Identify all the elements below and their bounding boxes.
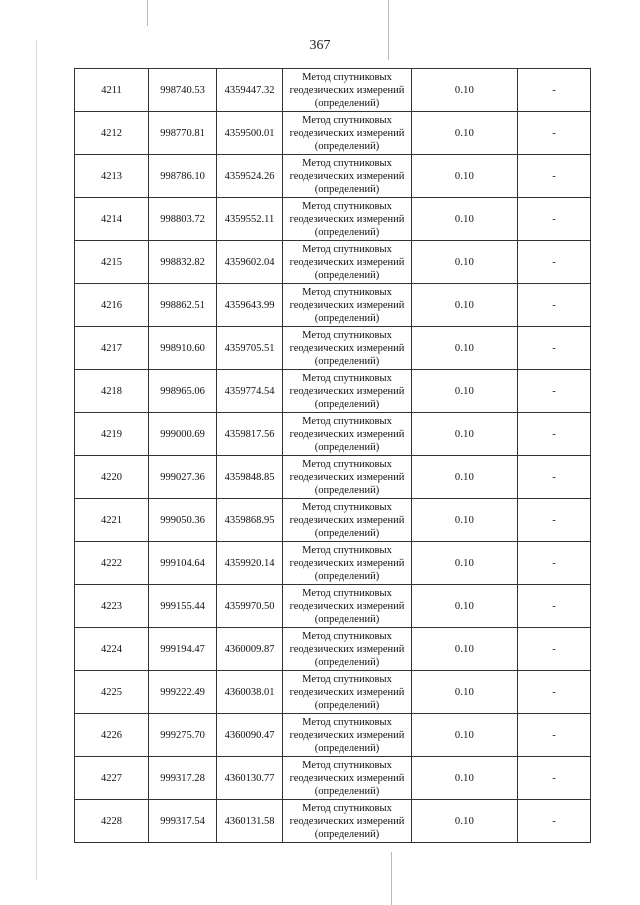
method-text-line: Метод спутниковых: [302, 759, 392, 771]
x-coordinate-cell: 998965.06: [149, 370, 217, 413]
y-coordinate-cell: 4359774.54: [217, 370, 283, 413]
x-coordinate-cell: 998786.10: [149, 155, 217, 198]
method-text-line: (определений): [314, 828, 380, 840]
point-number-cell: 4214: [75, 198, 149, 241]
note-cell: -: [518, 155, 591, 198]
method-text-line: геодезических измерений: [289, 772, 405, 784]
method-text-line: Метод спутниковых: [302, 544, 392, 556]
y-coordinate-cell: 4359920.14: [217, 542, 283, 585]
point-number-cell: 4212: [75, 112, 149, 155]
accuracy-cell: 0.10: [412, 69, 518, 112]
note-cell: -: [518, 413, 591, 456]
x-coordinate-cell: 998803.72: [149, 198, 217, 241]
method-text-line: Метод спутниковых: [302, 716, 392, 728]
method-text-line: (определений): [314, 742, 380, 754]
accuracy-cell: 0.10: [412, 241, 518, 284]
point-number-cell: 4224: [75, 628, 149, 671]
method-text-line: геодезических измерений: [289, 729, 405, 741]
note-cell: -: [518, 757, 591, 800]
point-number-cell: 4218: [75, 370, 149, 413]
table-row: [75, 155, 591, 198]
method-text-line: геодезических измерений: [289, 557, 405, 569]
scan-artifact-left-margin: [36, 40, 37, 880]
table-row: [75, 198, 591, 241]
x-coordinate-cell: 998832.82: [149, 241, 217, 284]
method-cell: [283, 370, 412, 413]
accuracy-cell: 0.10: [412, 198, 518, 241]
method-text-line: Метод спутниковых: [302, 157, 392, 169]
method-cell: [283, 800, 412, 843]
method-cell: [283, 542, 412, 585]
point-number-cell: 4223: [75, 585, 149, 628]
y-coordinate-cell: 4359643.99: [217, 284, 283, 327]
method-text-line: геодезических измерений: [289, 256, 405, 268]
table-row: [75, 327, 591, 370]
method-cell: [283, 456, 412, 499]
accuracy-cell: 0.10: [412, 757, 518, 800]
y-coordinate-cell: 4359447.32: [217, 69, 283, 112]
method-text-line: Метод спутниковых: [302, 372, 392, 384]
y-coordinate-cell: 4359970.50: [217, 585, 283, 628]
table-row: [75, 671, 591, 714]
method-cell: [283, 198, 412, 241]
method-text-line: (определений): [314, 699, 380, 711]
accuracy-cell: 0.10: [412, 628, 518, 671]
point-number-cell: 4217: [75, 327, 149, 370]
accuracy-cell: 0.10: [412, 585, 518, 628]
accuracy-cell: 0.10: [412, 800, 518, 843]
note-cell: -: [518, 69, 591, 112]
y-coordinate-cell: 4359500.01: [217, 112, 283, 155]
y-coordinate-cell: 4359868.95: [217, 499, 283, 542]
note-cell: -: [518, 671, 591, 714]
method-text-line: (определений): [314, 785, 380, 797]
note-cell: -: [518, 370, 591, 413]
point-number-cell: 4222: [75, 542, 149, 585]
x-coordinate-cell: 999317.54: [149, 800, 217, 843]
method-cell: [283, 155, 412, 198]
method-text-line: геодезических измерений: [289, 428, 405, 440]
accuracy-cell: 0.10: [412, 499, 518, 542]
table-row: [75, 757, 591, 800]
note-cell: -: [518, 241, 591, 284]
x-coordinate-cell: 999027.36: [149, 456, 217, 499]
point-number-cell: 4226: [75, 714, 149, 757]
x-coordinate-cell: 999222.49: [149, 671, 217, 714]
note-cell: -: [518, 585, 591, 628]
method-text-line: (определений): [314, 183, 380, 195]
x-coordinate-cell: 999050.36: [149, 499, 217, 542]
table-row: [75, 69, 591, 112]
method-cell: [283, 327, 412, 370]
y-coordinate-cell: 4359552.11: [217, 198, 283, 241]
method-text-line: (определений): [314, 398, 380, 410]
method-cell: [283, 499, 412, 542]
y-coordinate-cell: 4359848.85: [217, 456, 283, 499]
method-cell: [283, 413, 412, 456]
y-coordinate-cell: 4360038.01: [217, 671, 283, 714]
coordinates-table: [74, 68, 591, 843]
note-cell: -: [518, 800, 591, 843]
method-text-line: Метод спутниковых: [302, 71, 392, 83]
method-text-line: (определений): [314, 527, 380, 539]
point-number-cell: 4225: [75, 671, 149, 714]
accuracy-cell: 0.10: [412, 370, 518, 413]
table-row: [75, 456, 591, 499]
x-coordinate-cell: 998740.53: [149, 69, 217, 112]
page-number: 367: [309, 38, 331, 53]
y-coordinate-cell: 4360090.47: [217, 714, 283, 757]
y-coordinate-cell: 4360130.77: [217, 757, 283, 800]
method-cell: [283, 69, 412, 112]
point-number-cell: 4220: [75, 456, 149, 499]
point-number-cell: 4211: [75, 69, 149, 112]
method-cell: [283, 628, 412, 671]
x-coordinate-cell: 999275.70: [149, 714, 217, 757]
accuracy-cell: 0.10: [412, 413, 518, 456]
method-cell: [283, 241, 412, 284]
method-text-line: (определений): [314, 269, 380, 281]
method-text-line: (определений): [314, 441, 380, 453]
accuracy-cell: 0.10: [412, 284, 518, 327]
y-coordinate-cell: 4360009.87: [217, 628, 283, 671]
method-text-line: геодезических измерений: [289, 170, 405, 182]
x-coordinate-cell: 999000.69: [149, 413, 217, 456]
point-number-cell: 4213: [75, 155, 149, 198]
table-body: [75, 69, 591, 843]
table-row: [75, 499, 591, 542]
accuracy-cell: 0.10: [412, 542, 518, 585]
x-coordinate-cell: 998910.60: [149, 327, 217, 370]
method-text-line: Метод спутниковых: [302, 587, 392, 599]
accuracy-cell: 0.10: [412, 327, 518, 370]
note-cell: -: [518, 714, 591, 757]
x-coordinate-cell: 999155.44: [149, 585, 217, 628]
method-text-line: геодезических измерений: [289, 385, 405, 397]
note-cell: -: [518, 327, 591, 370]
method-text-line: геодезических измерений: [289, 84, 405, 96]
y-coordinate-cell: 4359602.04: [217, 241, 283, 284]
method-text-line: геодезических измерений: [289, 213, 405, 225]
note-cell: -: [518, 456, 591, 499]
accuracy-cell: 0.10: [412, 714, 518, 757]
method-text-line: Метод спутниковых: [302, 329, 392, 341]
x-coordinate-cell: 998862.51: [149, 284, 217, 327]
method-cell: [283, 671, 412, 714]
method-cell: [283, 284, 412, 327]
method-text-line: Метод спутниковых: [302, 114, 392, 126]
method-text-line: геодезических измерений: [289, 299, 405, 311]
method-text-line: Метод спутниковых: [302, 286, 392, 298]
scan-artifact-top-line: [147, 0, 148, 26]
point-number-cell: 4215: [75, 241, 149, 284]
accuracy-cell: 0.10: [412, 155, 518, 198]
table-row: [75, 714, 591, 757]
method-text-line: Метод спутниковых: [302, 415, 392, 427]
method-text-line: (определений): [314, 140, 380, 152]
table-row: [75, 800, 591, 843]
y-coordinate-cell: 4359524.26: [217, 155, 283, 198]
method-text-line: Метод спутниковых: [302, 630, 392, 642]
method-text-line: геодезических измерений: [289, 342, 405, 354]
x-coordinate-cell: 999317.28: [149, 757, 217, 800]
method-text-line: (определений): [314, 355, 380, 367]
table-row: [75, 112, 591, 155]
table-row: [75, 241, 591, 284]
method-text-line: Метод спутниковых: [302, 243, 392, 255]
method-cell: [283, 112, 412, 155]
method-text-line: Метод спутниковых: [302, 200, 392, 212]
y-coordinate-cell: 4360131.58: [217, 800, 283, 843]
method-text-line: Метод спутниковых: [302, 458, 392, 470]
method-text-line: геодезических измерений: [289, 127, 405, 139]
method-text-line: (определений): [314, 613, 380, 625]
method-text-line: геодезических измерений: [289, 600, 405, 612]
point-number-cell: 4221: [75, 499, 149, 542]
table-row: [75, 628, 591, 671]
x-coordinate-cell: 999104.64: [149, 542, 217, 585]
table-row: [75, 370, 591, 413]
accuracy-cell: 0.10: [412, 112, 518, 155]
method-text-line: геодезических измерений: [289, 471, 405, 483]
table-row: [75, 542, 591, 585]
method-cell: [283, 585, 412, 628]
accuracy-cell: 0.10: [412, 456, 518, 499]
x-coordinate-cell: 998770.81: [149, 112, 217, 155]
table-row: [75, 284, 591, 327]
method-text-line: (определений): [314, 570, 380, 582]
point-number-cell: 4219: [75, 413, 149, 456]
note-cell: -: [518, 499, 591, 542]
note-cell: -: [518, 542, 591, 585]
y-coordinate-cell: 4359817.56: [217, 413, 283, 456]
y-coordinate-cell: 4359705.51: [217, 327, 283, 370]
table-row: [75, 413, 591, 456]
accuracy-cell: 0.10: [412, 671, 518, 714]
method-text-line: Метод спутниковых: [302, 802, 392, 814]
point-number-cell: 4227: [75, 757, 149, 800]
x-coordinate-cell: 999194.47: [149, 628, 217, 671]
method-text-line: геодезических измерений: [289, 514, 405, 526]
method-text-line: геодезических измерений: [289, 815, 405, 827]
method-text-line: (определений): [314, 226, 380, 238]
method-text-line: (определений): [314, 97, 380, 109]
method-text-line: (определений): [314, 484, 380, 496]
table-row: [75, 585, 591, 628]
method-cell: [283, 757, 412, 800]
scan-artifact-bottom-line: [391, 852, 392, 905]
note-cell: -: [518, 198, 591, 241]
method-text-line: (определений): [314, 312, 380, 324]
point-number-cell: 4228: [75, 800, 149, 843]
method-cell: [283, 714, 412, 757]
method-text-line: Метод спутниковых: [302, 673, 392, 685]
method-text-line: геодезических измерений: [289, 686, 405, 698]
method-text-line: Метод спутниковых: [302, 501, 392, 513]
note-cell: -: [518, 628, 591, 671]
point-number-cell: 4216: [75, 284, 149, 327]
method-text-line: (определений): [314, 656, 380, 668]
note-cell: -: [518, 112, 591, 155]
note-cell: -: [518, 284, 591, 327]
method-text-line: геодезических измерений: [289, 643, 405, 655]
